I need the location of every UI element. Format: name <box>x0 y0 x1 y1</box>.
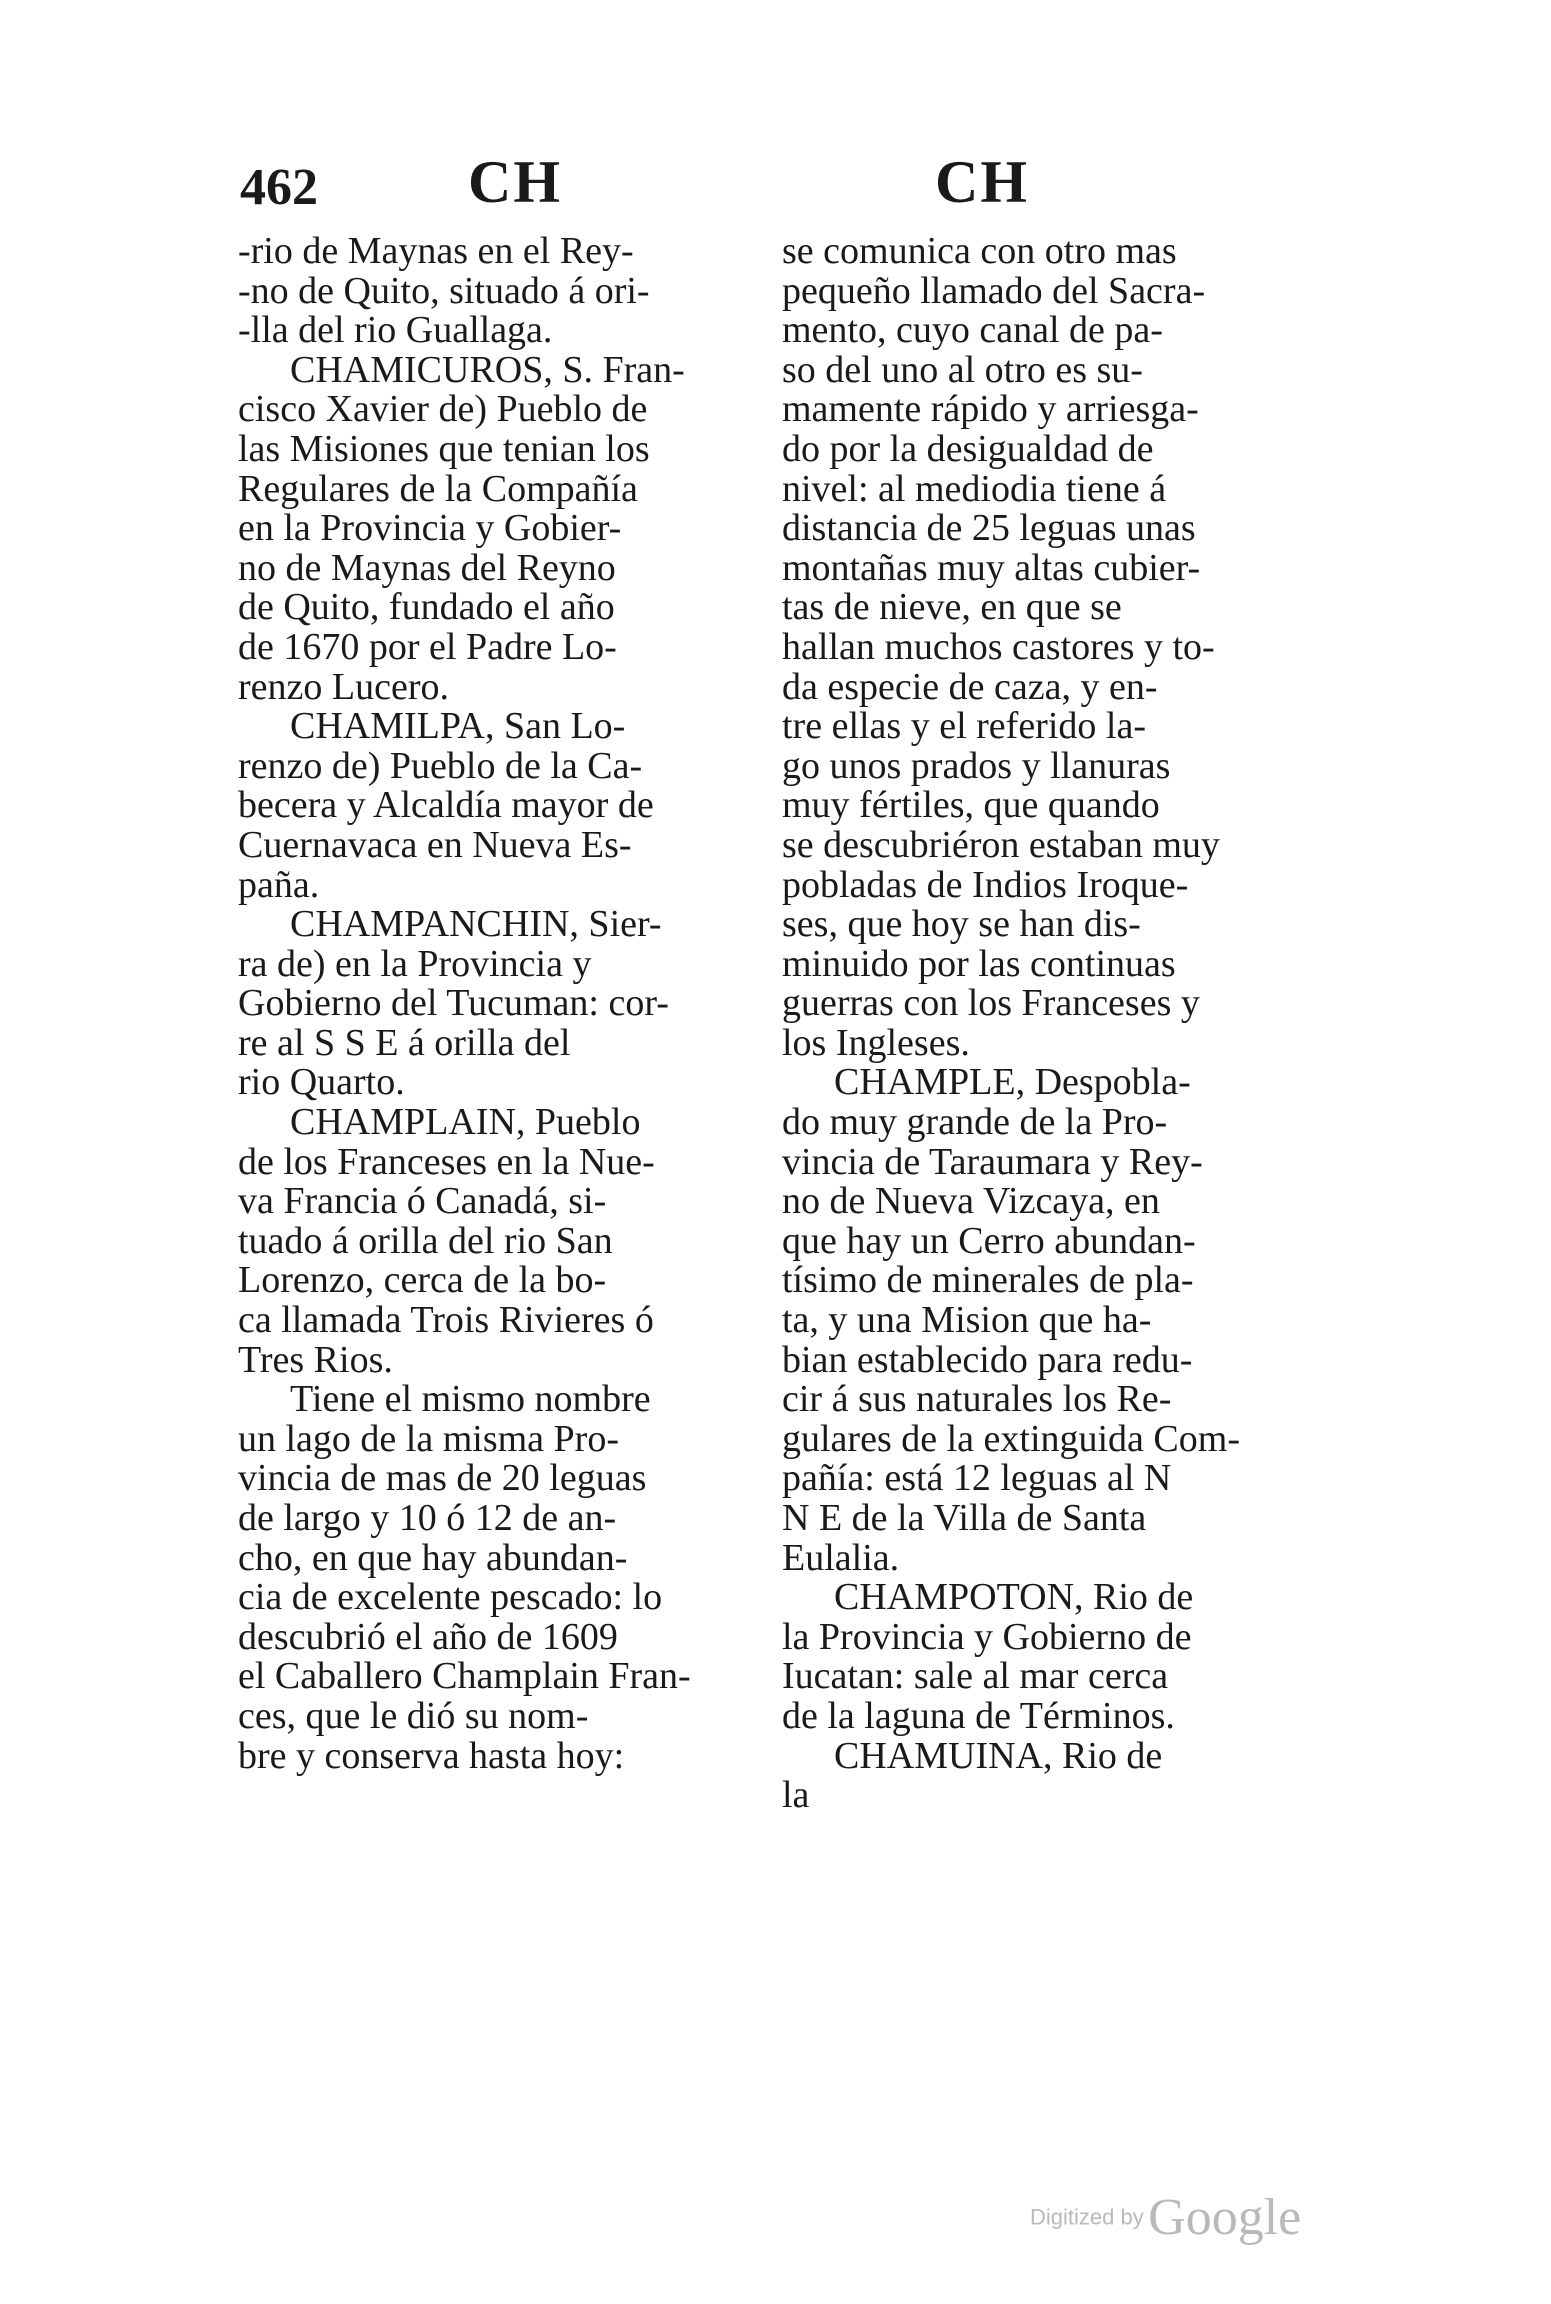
text-line: vincia de Taraumara y Rey- <box>782 1142 1203 1183</box>
text-line: se comunica con otro mas <box>782 232 1177 272</box>
text-line: va Francia ó Canadá, si- <box>238 1182 607 1222</box>
text-line: cisco Xavier de) Pueblo de <box>238 390 648 430</box>
digitized-watermark <box>1030 2188 1301 2247</box>
text-line: -lla del rio Guallaga. <box>238 311 553 351</box>
text-line: mamente rápido y arriesga- <box>782 390 1199 430</box>
text-line: tre ellas y el referido la- <box>782 707 1146 747</box>
text-line: ses, que hoy se han dis- <box>782 905 1141 945</box>
text-line: que hay un Cerro abundan- <box>782 1221 1196 1262</box>
text-line: paña. <box>238 865 320 906</box>
text-line: ces, que le dió su nom- <box>238 1696 589 1737</box>
running-head-right: CH <box>935 149 1029 215</box>
text-line: minuido por las continuas <box>782 944 1176 985</box>
text-line: se descubriéron estaban muy <box>782 825 1220 866</box>
text-line: CHAMUINA, Rio de <box>834 1736 1163 1777</box>
right-text-column <box>782 232 1342 1816</box>
text-line: CHAMPANCHIN, Sier- <box>290 905 662 945</box>
text-line: becera y Alcaldía mayor de <box>238 786 654 826</box>
text-line: pobladas de Indios Iroque- <box>782 865 1189 906</box>
text-line: so del uno al otro es su- <box>782 350 1143 391</box>
text-line: el Caballero Champlain Fran- <box>238 1657 691 1697</box>
text-line: de Quito, fundado el año <box>238 588 615 628</box>
text-line: en la Provincia y Gobier- <box>238 509 622 549</box>
text-line: do muy grande de la Pro- <box>782 1103 1168 1143</box>
watermark-brand-logo: Google <box>1148 2189 1302 2246</box>
page-header <box>0 148 1551 228</box>
text-line: -no de Quito, situado á ori- <box>238 271 650 312</box>
left-text-column <box>238 232 798 1776</box>
text-line: vincia de mas de 20 leguas <box>238 1459 647 1499</box>
text-line: la Provincia y Gobierno de <box>782 1617 1192 1658</box>
text-line: rio Quarto. <box>238 1063 405 1104</box>
text-line: Cuernavaca en Nueva Es- <box>238 825 632 866</box>
text-line: bian establecido para redu- <box>782 1340 1193 1381</box>
text-line: nivel: al mediodia tiene á <box>782 469 1167 510</box>
text-line: muy fértiles, que quando <box>782 786 1160 826</box>
text-line: ca llamada Trois Rivieres ó <box>238 1301 654 1341</box>
text-line: CHAMPOTON, Rio de <box>834 1578 1194 1618</box>
text-line: mento, cuyo canal de pa- <box>782 311 1163 351</box>
text-line: cho, en que hay abundan- <box>238 1538 628 1579</box>
text-line: gulares de la extinguida Com- <box>782 1419 1240 1460</box>
text-line: Gobierno del Tucuman: cor- <box>238 984 669 1024</box>
watermark-prefix: Digitized by <box>1030 2204 1144 2230</box>
text-line: descubrió el año de 1609 <box>238 1617 618 1658</box>
text-line: guerras con los Franceses y <box>782 984 1200 1024</box>
text-line: CHAMILPA, San Lo- <box>290 707 626 747</box>
text-line: ra de) en la Provincia y <box>238 944 592 985</box>
text-line: N E de la Villa de Santa <box>782 1499 1147 1539</box>
text-line: los Ingleses. <box>782 1023 970 1064</box>
text-line: la <box>782 1776 810 1816</box>
text-line: CHAMICUROS, S. Fran- <box>290 350 685 391</box>
text-line: de 1670 por el Padre Lo- <box>238 627 617 668</box>
text-line: pañía: está 12 leguas al N <box>782 1459 1172 1499</box>
text-line: CHAMPLE, Despobla- <box>834 1063 1191 1104</box>
text-line: Tiene el mismo nombre <box>290 1380 651 1420</box>
text-line: da especie de caza, y en- <box>782 667 1158 708</box>
text-line: un lago de la misma Pro- <box>238 1419 619 1460</box>
text-line: tas de nieve, en que se <box>782 588 1122 628</box>
text-line: no de Maynas del Reyno <box>238 548 616 589</box>
text-line: CHAMPLAIN, Pueblo <box>290 1103 641 1143</box>
text-line: Regulares de la Compañía <box>238 469 638 510</box>
text-line: de largo y 10 ó 12 de an- <box>238 1499 617 1539</box>
text-line: -rio de Maynas en el Rey- <box>238 232 634 272</box>
text-line: re al S S E á orilla del <box>238 1023 571 1064</box>
text-line: bre y conserva hasta hoy: <box>238 1736 625 1777</box>
text-line: do por la desigualdad de <box>782 429 1154 470</box>
text-line: cir á sus naturales los Re- <box>782 1380 1172 1420</box>
page-number: 462 <box>240 159 318 216</box>
text-line: tísimo de minerales de pla- <box>782 1261 1194 1302</box>
text-line: hallan muchos castores y to- <box>782 627 1215 668</box>
text-line: de los Franceses en la Nue- <box>238 1142 655 1183</box>
text-line: distancia de 25 leguas unas <box>782 509 1196 549</box>
text-line: las Misiones que tenian los <box>238 429 650 470</box>
text-line: de la laguna de Términos. <box>782 1696 1175 1737</box>
text-line: Lorenzo, cerca de la bo- <box>238 1261 607 1302</box>
text-line: tuado á orilla del rio San <box>238 1221 613 1262</box>
text-line: pequeño llamado del Sacra- <box>782 271 1206 312</box>
running-head-left: CH <box>468 149 562 215</box>
text-line: no de Nueva Vizcaya, en <box>782 1182 1160 1222</box>
text-line: Tres Rios. <box>238 1340 393 1381</box>
text-line: renzo de) Pueblo de la Ca- <box>238 746 643 787</box>
text-line: ta, y una Mision que ha- <box>782 1301 1152 1341</box>
text-line: cia de excelente pescado: lo <box>238 1578 663 1618</box>
text-line: Iucatan: sale al mar cerca <box>782 1657 1169 1697</box>
text-line: Eulalia. <box>782 1538 900 1579</box>
text-line: renzo Lucero. <box>238 667 449 708</box>
text-line: montañas muy altas cubier- <box>782 548 1201 589</box>
text-line: go unos prados y llanuras <box>782 746 1171 787</box>
